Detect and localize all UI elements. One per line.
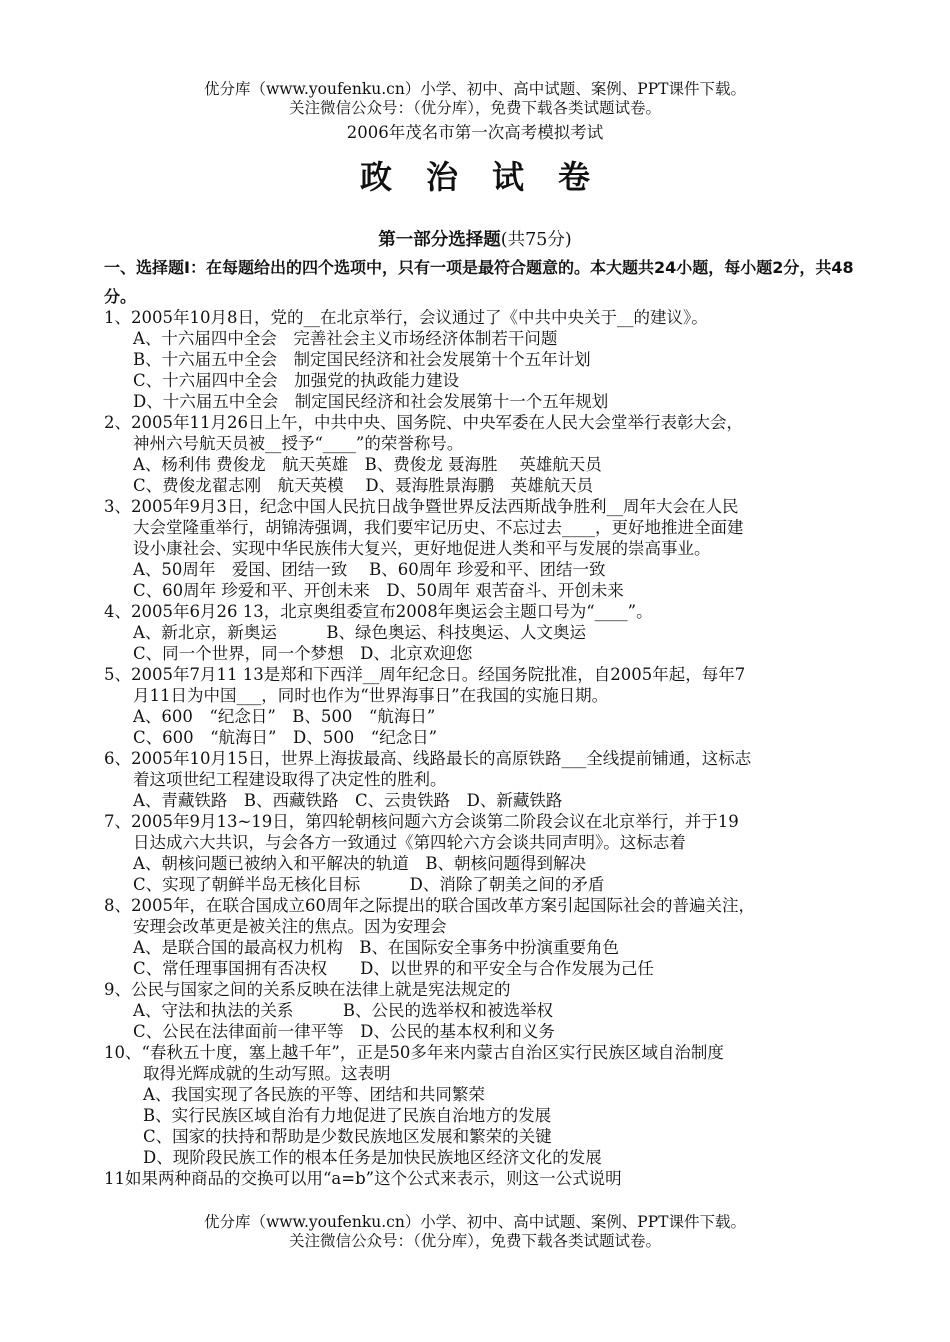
answer-option: C、费俊龙翟志刚 航天英模 D、聂海胜景海鹏 英雄航天员 <box>133 476 594 495</box>
question-stem-continued: 取得光辉成就的生动写照。这表明 <box>143 1064 391 1083</box>
question-1 <box>104 307 864 412</box>
answer-option: A、青藏铁路 B、西藏铁路 C、云贵铁路 D、新藏铁路 <box>133 791 563 810</box>
question-stem-continued: 安理会改革更是被关注的焦点。因为安理会 <box>133 917 447 936</box>
question-7 <box>104 811 864 895</box>
question-stem-continued: 月11日为中国___，同时也作为“世界海事日”在我国的实施日期。 <box>133 686 609 705</box>
question-stem: 11如果两种商品的交换可以用“a=b”这个公式来表示，则这一公式说明 <box>104 1169 622 1188</box>
page-header <box>0 80 950 118</box>
question-stem: 4、2005年6月26 13，北京奥组委宣布2008年奥运会主题口号为“____”。 <box>104 602 653 621</box>
answer-option: A、是联合国的最高权力机构 B、在国际安全事务中扮演重要角色 <box>133 938 620 957</box>
answer-option: B、实行民族区域自治有力地促进了民族自治地方的发展 <box>143 1106 552 1125</box>
question-stem: 7、2005年9月13~19日，第四轮朝核问题六方会谈第二阶段会议在北京举行，并于19 <box>104 812 739 831</box>
footer-line-1: 优分库（www.youfenku.cn）小学、初中、高中试题、案例、PPT课件下载。 <box>203 1213 747 1231</box>
question-9 <box>104 979 864 1042</box>
question-stem-continued: 大会堂隆重举行，胡锦涛强调，我们要牢记历史、不忘过去____，更好地推进全面建 <box>133 518 744 537</box>
footer-line-2: 关注微信公众号：（优分库），免费下载各类试题试卷。 <box>288 1232 661 1250</box>
question-stem-continued: 日达成六大共识，与会各方一致通过《第四轮六方会谈共同声明》。这标志着 <box>133 833 686 852</box>
section-instructions: 一、选择题Ⅰ：在每题给出的四个选项中，只有一项是最符合题意的。本大题共24小题，每小题2分，共48分。 <box>104 258 854 306</box>
answer-option: B、十六届五中全会 制定国民经济和社会发展第十个五年计划 <box>133 350 591 369</box>
answer-option: D、十六届五中全会 制定国民经济和社会发展第十一个五年规划 <box>133 392 609 411</box>
answer-option: A、50周年 爱国、团结一致 B、60周年 珍爱和平、团结一致 <box>133 560 606 579</box>
question-3 <box>104 496 864 601</box>
exam-name: 2006年茂名市第一次高考模拟考试 <box>346 123 604 142</box>
answer-option: C、常任理事国拥有否决权 D、以世界的和平安全与合作发展为己任 <box>133 959 654 978</box>
question-stem: 8、2005年，在联合国成立60周年之际提出的联合国改革方案引起国际社会的普遍关注， <box>104 896 755 915</box>
answer-option: A、杨利伟 费俊龙 航天英雄 B、费俊龙 聂海胜 英雄航天员 <box>133 455 602 474</box>
answer-option: C、60周年 珍爱和平、开创未来 D、50周年 艰苦奋斗、开创未来 <box>133 581 624 600</box>
question-8 <box>104 895 864 979</box>
answer-option: C、十六届四中全会 加强党的执政能力建设 <box>133 371 460 390</box>
question-list <box>104 307 864 1189</box>
question-stem: 1、2005年10月8日，党的__在北京举行，会议通过了《中共中央关于__的建议》。 <box>104 308 708 327</box>
question-6 <box>104 748 864 811</box>
question-stem-continued: 着这项世纪工程建设取得了决定性的胜利。 <box>133 770 447 789</box>
question-4 <box>104 601 864 664</box>
question-10 <box>104 1042 864 1168</box>
answer-option: C、实现了朝鲜半岛无核化目标 D、消除了朝美之间的矛盾 <box>133 875 605 894</box>
question-stem: 10、“春秋五十度，塞上越千年”，正是50多年来内蒙古自治区实行民族区域自治制度 <box>104 1043 724 1062</box>
answer-option: C、600 “航海日” D、500 “纪念日” <box>133 728 438 747</box>
question-11 <box>104 1168 864 1189</box>
part-title-note: (共75分) <box>500 230 572 250</box>
question-2 <box>104 412 864 496</box>
question-stem: 5、2005年7月11 13是郑和下西洋__周年纪念日。经国务院批准，自2005年起，每年7 <box>104 665 746 684</box>
answer-option: A、朝核问题已被纳入和平解决的轨道 B、朝核问题得到解决 <box>133 854 587 873</box>
question-stem: 2、2005年11月26日上午，中共中央、国务院、中央军委在人民大会堂举行表彰大会， <box>104 413 743 432</box>
answer-option: A、十六届四中全会 完善社会主义市场经济体制若干问题 <box>133 329 558 348</box>
page-footer <box>0 1213 950 1251</box>
answer-option: D、现阶段民族工作的根本任务是加快民族地区经济文化的发展 <box>143 1148 602 1167</box>
answer-option: A、守法和执法的关系 B、公民的选举权和被选举权 <box>133 1001 554 1020</box>
question-stem-continued: 神州六号航天员被__授予“____”的荣誉称号。 <box>133 434 464 453</box>
header-line-2: 关注微信公众号：（优分库），免费下载各类试题试卷。 <box>288 99 661 117</box>
answer-option: C、国家的扶持和帮助是少数民族地区发展和繁荣的关键 <box>143 1127 552 1146</box>
question-stem: 6、2005年10月15日，世界上海拔最高、线路最长的高原铁路___全线提前铺通，这标志 <box>104 749 752 768</box>
part-title <box>0 226 950 251</box>
question-stem-continued: 设小康社会、实现中华民族伟大复兴，更好地促进人类和平与发展的崇高事业。 <box>133 539 711 558</box>
answer-option: A、我国实现了各民族的平等、团结和共同繁荣 <box>143 1085 485 1104</box>
answer-option: A、新北京，新奥运 B、绿色奥运、科技奥运、人文奥运 <box>133 623 587 642</box>
answer-option: A、600 “纪念日” B、500 “航海日” <box>133 707 436 726</box>
question-stem: 3、2005年9月3日，纪念中国人民抗日战争暨世界反法西斯战争胜利__周年大会在人民 <box>104 497 739 516</box>
part-title-main: 第一部分选择题 <box>378 230 501 250</box>
header-line-1: 优分库（www.youfenku.cn）小学、初中、高中试题、案例、PPT课件下载。 <box>203 80 747 98</box>
question-stem: 9、公民与国家之间的关系反映在法律上就是宪法规定的 <box>104 980 511 999</box>
question-5 <box>104 664 864 748</box>
answer-option: C、公民在法律面前一律平等 D、公民的基本权利和义务 <box>133 1022 555 1041</box>
answer-option: C、同一个世界，同一个梦想 D、北京欢迎您 <box>133 644 473 663</box>
subject-title: 政治试卷 <box>359 158 624 196</box>
